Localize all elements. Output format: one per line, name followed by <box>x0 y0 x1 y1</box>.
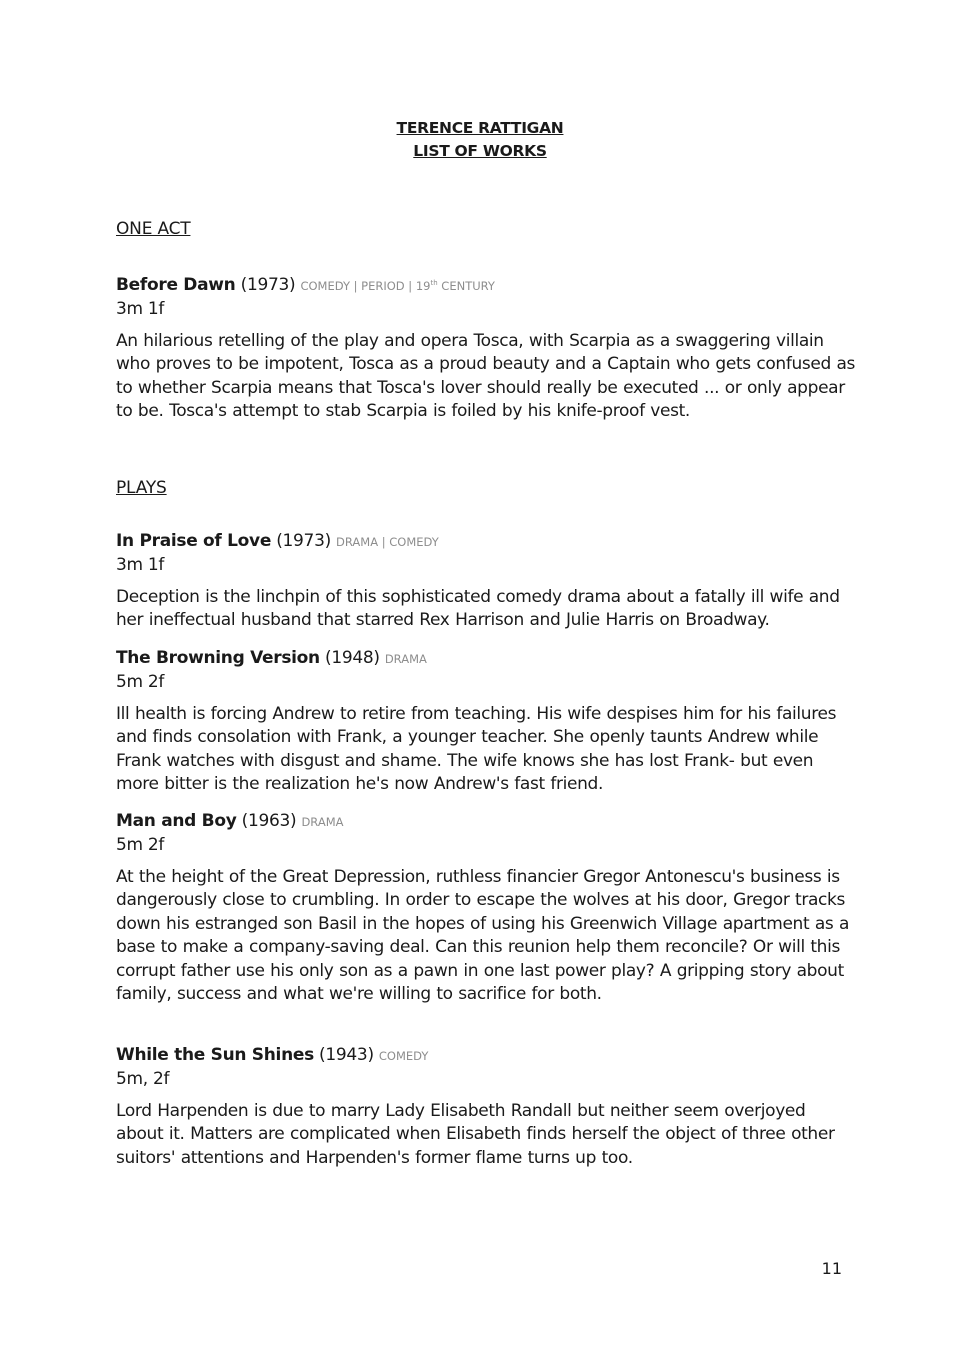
work-cast: 5m 2f <box>116 672 165 692</box>
section-heading-plays: PLAYS <box>116 478 167 498</box>
work-heading <box>116 1044 856 1068</box>
work-genre: COMEDY <box>378 1049 429 1063</box>
work-description: At the height of the Great Depression, ruthless financier Gregor Antonescu's business is dangerously close to crumbling. In order to escape the wolves at his door, Gregor tracks down his estranged son Basil in the hopes of using his Greenwich Village apartment as a base to make a company-saving deal. Can this reunion help them reconcile? Or will this corrupt father use his only son as a pawn in one last power play? A gripping story about family, success and what we're willing to sacrifice for both. <box>116 867 850 1005</box>
author-heading: TERENCE RATTIGAN <box>396 119 564 137</box>
work-heading <box>116 810 856 834</box>
section-heading-one-act: ONE ACT <box>116 219 191 239</box>
page-title <box>0 117 960 163</box>
work-title: Man and Boy <box>116 811 237 831</box>
work-year: (1963) <box>241 811 297 831</box>
work-genre: COMEDY | PERIOD | 19th CENTURY <box>300 278 495 293</box>
work-heading <box>116 647 856 671</box>
work-entry-in-praise-of-love <box>116 530 856 633</box>
work-year: (1973) <box>276 531 331 551</box>
work-entry-before-dawn <box>116 272 856 423</box>
work-cast: 3m 1f <box>116 555 165 575</box>
work-description: Deception is the linchpin of this sophisticated comedy drama about a fatally ill wife and her ineffectual husband that starred Rex Harrison and Julie Harris on Broadway. <box>116 587 840 631</box>
work-genre: DRAMA | COMEDY <box>336 535 439 549</box>
list-of-works-heading: LIST OF WORKS <box>413 142 547 160</box>
work-genre: DRAMA <box>384 652 427 666</box>
work-title: The Browning Version <box>116 648 320 668</box>
work-year: (1948) <box>324 648 380 668</box>
work-entry-the-browning-version <box>116 647 856 797</box>
work-year: (1973) <box>240 274 296 295</box>
work-entry-while-the-sun-shines <box>116 1044 856 1170</box>
work-title: In Praise of Love <box>116 531 272 551</box>
work-cast: 5m 2f <box>116 835 165 855</box>
work-description: Lord Harpenden is due to marry Lady Elisabeth Randall but neither seem overjoyed about it. Matters are complicated when Elisabeth finds herself the object of three other suitors' attentions and Harpenden's former flame turns up too. <box>116 1101 835 1168</box>
work-year: (1943) <box>319 1045 374 1065</box>
work-description: An hilarious retelling of the play and opera Tosca, with Scarpia as a swaggering villain who proves to be impotent, Tosca as a proud beauty and a Captain who gets confused as to whether Scarpia means that Tosca's lover should really be executed ... or only appear to be. Tosca's attempt to stab Scarpia is foiled by his knife-proof vest. <box>116 330 856 422</box>
page-number: 11 <box>821 1259 842 1278</box>
work-cast: 5m, 2f <box>116 1069 170 1089</box>
work-cast: 3m 1f <box>116 298 165 319</box>
work-description: Ill health is forcing Andrew to retire from teaching. His wife despises him for his failures and finds consolation with Frank, a younger teacher. She openly taunts Andrew while Frank watches with disgust and shame. The wife knows she has lost Frank- but even more bitter is the realization he's now Andrew's fast friend. <box>116 704 837 795</box>
work-heading <box>116 530 856 554</box>
work-title: While the Sun Shines <box>116 1045 314 1065</box>
work-heading <box>116 272 856 298</box>
work-genre: DRAMA <box>301 815 344 829</box>
work-title: Before Dawn <box>116 274 236 295</box>
work-entry-man-and-boy <box>116 810 856 1006</box>
